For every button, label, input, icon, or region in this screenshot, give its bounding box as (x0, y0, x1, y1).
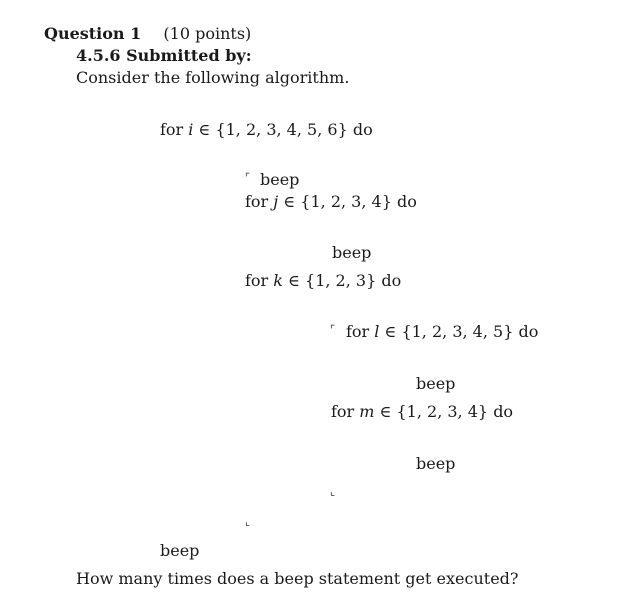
loop-m (331, 402, 513, 422)
question-prompt: How many times does a beep statement get executed? (76, 569, 519, 588)
loop-m-set: ∈ {1, 2, 3, 4} (379, 402, 489, 421)
loop-j-set: ∈ {1, 2, 3, 4} (283, 192, 392, 211)
loop-i-var: i (188, 120, 194, 139)
block-open-mark: ⌜ (245, 171, 251, 184)
loop-j-do: do (396, 192, 417, 211)
loop-k-var: k (273, 271, 283, 290)
loop-k-set: ∈ {1, 2, 3} (288, 271, 377, 290)
loop-k-keyword: for (245, 271, 269, 290)
block-close-mark-inner: ⌞ (330, 485, 336, 498)
loop-j-keyword: for (245, 192, 269, 211)
loop-m-do: do (493, 402, 514, 421)
loop-l-var: l (374, 322, 380, 341)
loop-i-keyword: for (160, 120, 184, 139)
loop-j (245, 192, 417, 212)
question-intro: Consider the following algorithm. (76, 68, 350, 87)
loop-l-do: do (518, 322, 539, 341)
loop-l-keyword: for (346, 322, 370, 341)
loop-l (346, 322, 538, 342)
loop-m-var: m (359, 402, 375, 421)
block-open-mark-inner: ⌜ (330, 323, 336, 336)
beep-statement-5: beep (160, 541, 200, 560)
beep-statement-3: beep (416, 374, 456, 393)
loop-k-do: do (381, 271, 402, 290)
question-title: Question 1 (44, 24, 142, 43)
question-points: (10 points) (163, 24, 252, 43)
block-close-mark: ⌞ (245, 515, 251, 528)
loop-i-do: do (352, 120, 373, 139)
loop-m-keyword: for (331, 402, 355, 421)
loop-l-set: ∈ {1, 2, 3, 4, 5} (384, 322, 514, 341)
submitted-by: 4.5.6 Submitted by: (76, 46, 252, 65)
loop-i (160, 120, 373, 140)
loop-j-var: j (273, 192, 279, 211)
loop-k (245, 271, 401, 291)
loop-i-set: ∈ {1, 2, 3, 4, 5, 6} (198, 120, 348, 139)
question-header (44, 24, 251, 44)
beep-statement-1: beep (260, 170, 300, 189)
beep-statement-2: beep (332, 243, 372, 262)
beep-statement-4: beep (416, 454, 456, 473)
